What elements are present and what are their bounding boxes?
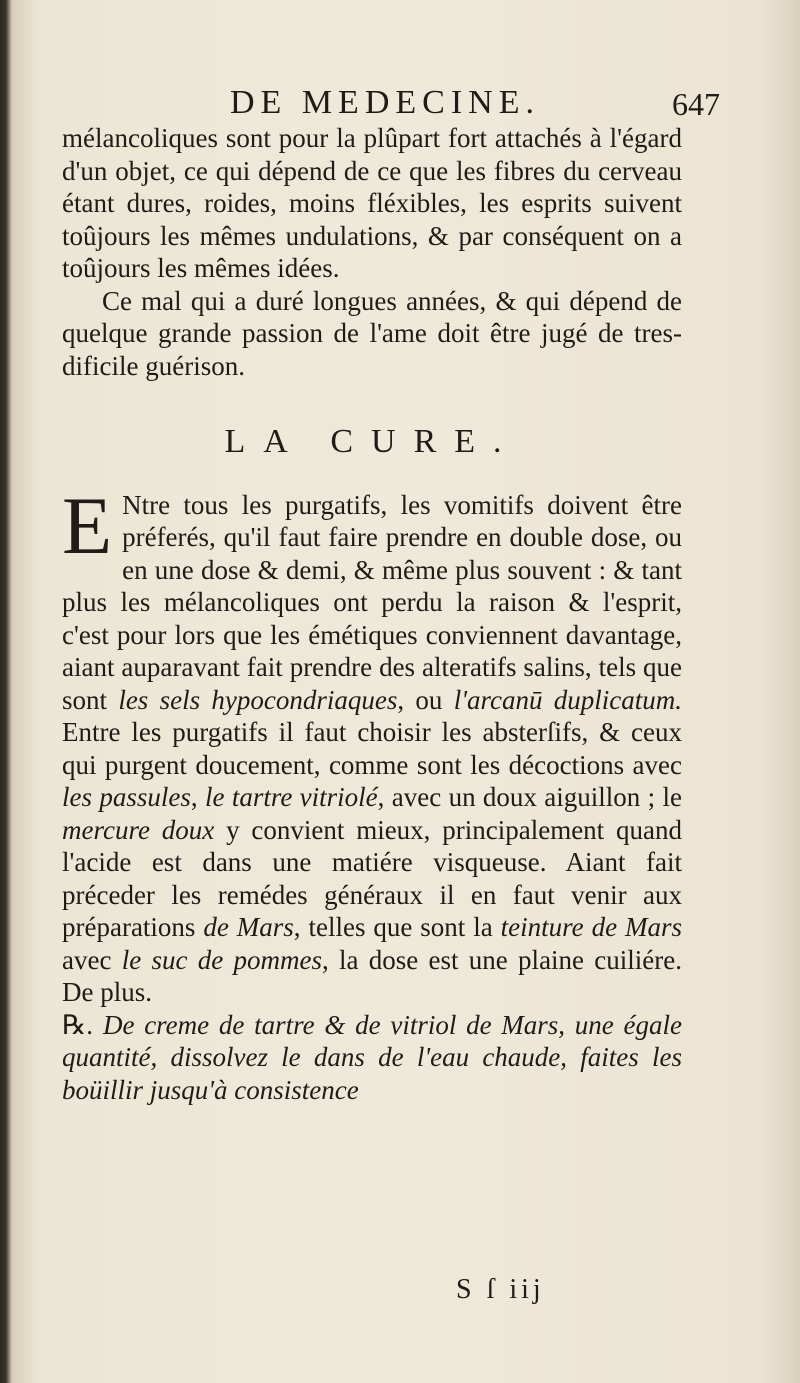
recipe-symbol: ℞.: [62, 1009, 93, 1040]
signature-mark: S ſ iij: [456, 1274, 545, 1305]
cure-text-1: Ntre tous les purgatifs, les vomitifs doivent être préferés, qu'il faut faire prendre en double dose, ou en une dose & demi, & même plus souvent : & tant plus les mélancoliques ont perdu la raison & l'esprit, c'est pour lors que les émétiques conviennent davantage, aiant auparavant fait prendre des alteratifs salins, tels que sont: [62, 489, 682, 715]
cure-italic-5: mercure doux: [62, 814, 215, 845]
paragraph-prognosis: Ce mal qui a duré longues années, & qui dépend de quelque grande passion de l'ame doit être jugé de tres-dificile guérison.: [62, 285, 682, 381]
running-header: [60, 84, 740, 124]
drop-cap: E: [62, 479, 113, 571]
recipe-text: De creme de tartre & de vitriol de Mars, une égale quantité, dissolvez le dans de l'eau chaude, faites les boüillir jusqu'à consistence: [62, 1009, 682, 1105]
cure-italic-1: les sels hypocondriaques: [118, 684, 398, 715]
page-body: [62, 122, 682, 1106]
cure-italic-4: le tartre vitriolé: [204, 782, 378, 812]
cure-text-2: , ou: [397, 684, 454, 715]
cure-italic-3: les passules: [62, 782, 191, 812]
cure-text-5: , avec un doux aiguillon ; le: [377, 782, 682, 812]
cure-text-6: y convient mieux, principalement quand l'acide est dans une matiére visqueuse. Aiant fait préceder les remédes généraux il en faut venir aux préparations: [62, 814, 682, 942]
cure-italic-7: teinture de Mars: [500, 912, 682, 942]
cure-text-7: , telles que sont la: [293, 912, 501, 942]
header-title: DE MEDECINE.: [230, 84, 540, 121]
recipe-paragraph: [62, 1009, 682, 1107]
cure-text-4: ,: [190, 782, 205, 812]
cure-text-3: Entre les purgatifs il faut choisir les absterſifs, & ceux qui purgent doucement, comme sont les décoctions avec: [62, 717, 682, 780]
cure-text-9: , la dose est une plaine cuiliére. De plus.: [62, 944, 683, 1007]
paragraph-cure: [62, 479, 683, 1009]
cure-italic-8: le suc de pommes: [121, 944, 322, 975]
cure-italic-2: l'arcanū duplicatum.: [453, 684, 682, 715]
paragraph-continuation: mélancoliques sont pour la plûpart fort attachés à l'égard d'un objet, ce qui dépend de ce que les fibres du cerveau étant dures, roides, moins fléxibles, les esprits suivent toûjours les mêmes undulations, & par conséquent on a toûjours les mêmes idées.: [62, 123, 682, 283]
section-heading: LA CURE.: [224, 423, 520, 460]
cure-italic-6: de Mars: [203, 912, 294, 942]
cure-text-8: avec: [62, 944, 122, 975]
page-number: 647: [672, 86, 720, 122]
